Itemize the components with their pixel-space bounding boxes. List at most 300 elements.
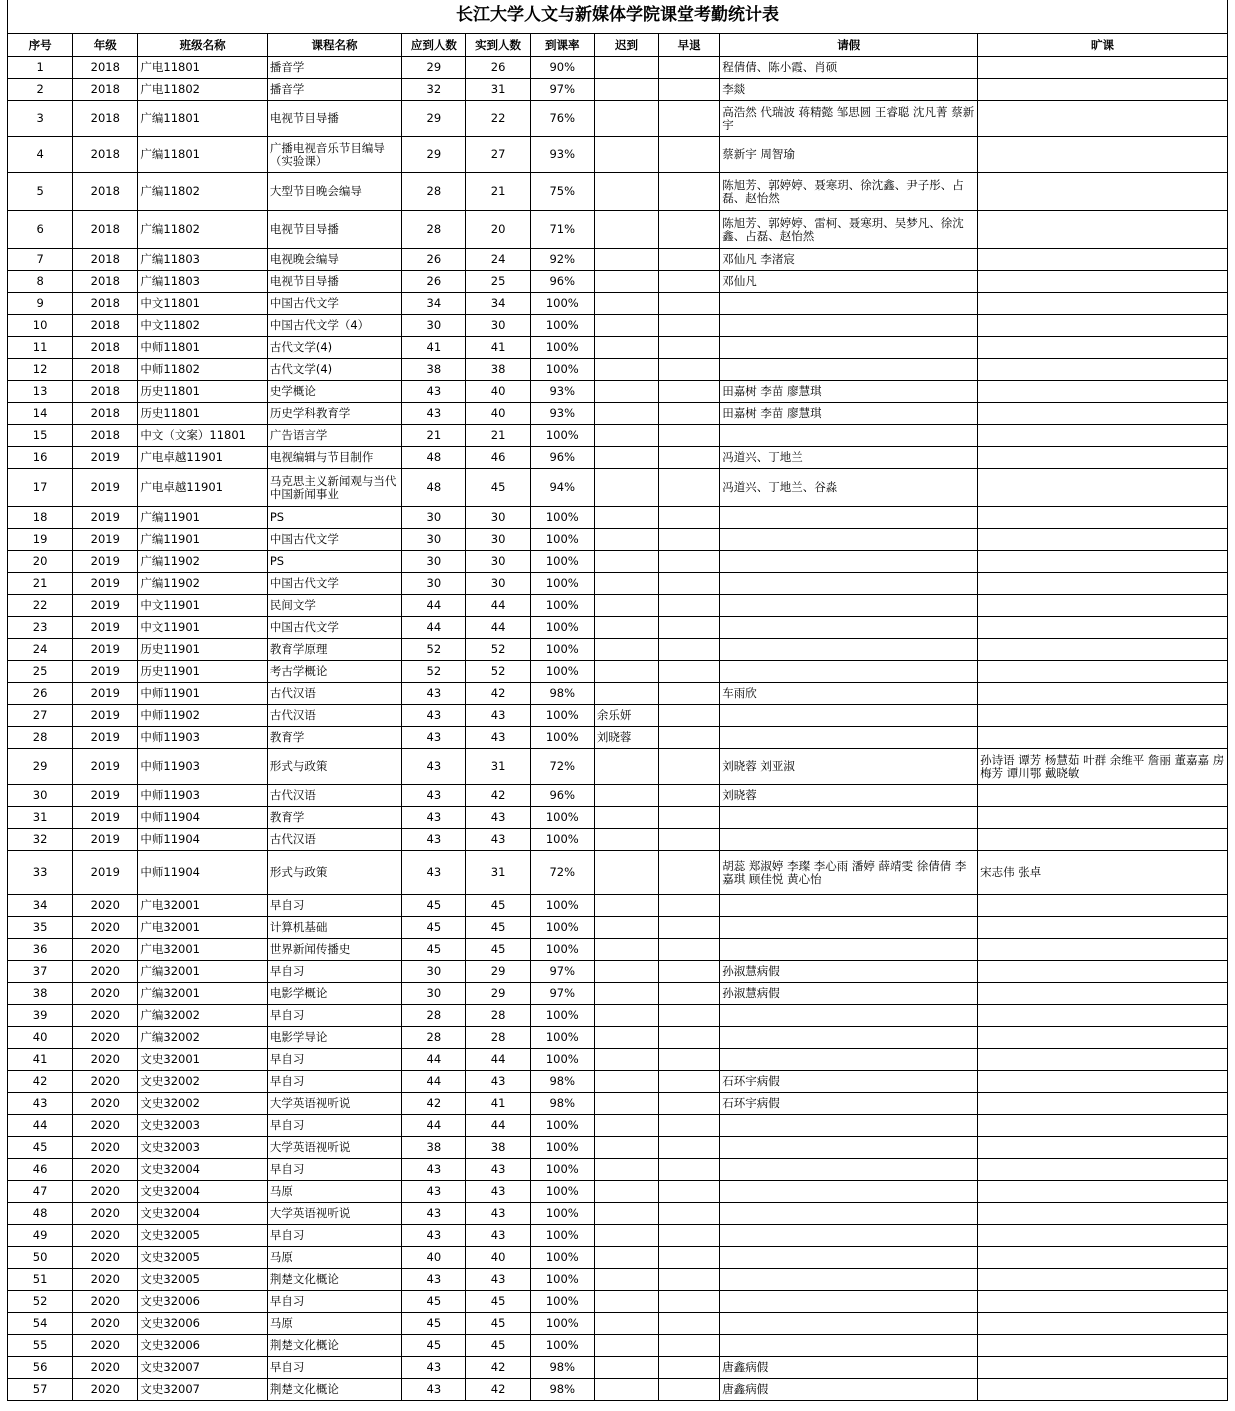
cell-absent: 宋志伟 张卓: [978, 851, 1228, 895]
cell-rate: 98%: [530, 1071, 594, 1093]
cell-grade: 2020: [73, 1247, 138, 1269]
cell-grade: 2020: [73, 1313, 138, 1335]
cell-rate: 100%: [530, 939, 594, 961]
cell-index: 6: [8, 211, 73, 249]
cell-course: 电影学概论: [267, 983, 401, 1005]
cell-expected: 44: [402, 1049, 466, 1071]
cell-early-leave: [659, 683, 720, 705]
cell-leave: [720, 1049, 978, 1071]
cell-actual: 43: [466, 1181, 530, 1203]
cell-course: 早自习: [267, 1357, 401, 1379]
cell-absent: [978, 1291, 1228, 1313]
cell-grade: 2019: [73, 727, 138, 749]
cell-index: 7: [8, 249, 73, 271]
cell-actual: 43: [466, 1269, 530, 1291]
cell-index: 54: [8, 1313, 73, 1335]
cell-index: 5: [8, 173, 73, 211]
cell-early-leave: [659, 1115, 720, 1137]
cell-rate: 94%: [530, 469, 594, 507]
cell-actual: 31: [466, 79, 530, 101]
cell-absent: [978, 1159, 1228, 1181]
cell-expected: 52: [402, 639, 466, 661]
cell-class: 文史32005: [138, 1247, 267, 1269]
cell-index: 16: [8, 447, 73, 469]
cell-index: 1: [8, 57, 73, 79]
cell-expected: 38: [402, 359, 466, 381]
cell-absent: [978, 639, 1228, 661]
cell-leave: 田嘉树 李苗 廖慧琪: [720, 403, 978, 425]
cell-index: 20: [8, 551, 73, 573]
cell-course: 教育学: [267, 727, 401, 749]
cell-index: 13: [8, 381, 73, 403]
cell-grade: 2019: [73, 749, 138, 785]
cell-index: 57: [8, 1379, 73, 1401]
cell-actual: 44: [466, 595, 530, 617]
cell-leave: [720, 829, 978, 851]
cell-late: [594, 895, 658, 917]
cell-early-leave: [659, 1137, 720, 1159]
cell-course: 早自习: [267, 1159, 401, 1181]
cell-early-leave: [659, 851, 720, 895]
cell-grade: 2019: [73, 447, 138, 469]
cell-course: 古代汉语: [267, 829, 401, 851]
cell-expected: 43: [402, 683, 466, 705]
cell-grade: 2019: [73, 785, 138, 807]
cell-class: 文史32005: [138, 1225, 267, 1247]
table-row: [8, 595, 1228, 617]
cell-early-leave: [659, 381, 720, 403]
cell-absent: [978, 1269, 1228, 1291]
cell-absent: [978, 1247, 1228, 1269]
cell-early-leave: [659, 829, 720, 851]
cell-index: 29: [8, 749, 73, 785]
cell-rate: 100%: [530, 529, 594, 551]
cell-absent: [978, 939, 1228, 961]
cell-rate: 100%: [530, 727, 594, 749]
cell-actual: 44: [466, 617, 530, 639]
cell-late: [594, 1203, 658, 1225]
cell-actual: 45: [466, 917, 530, 939]
header-cell-grade: 年级: [73, 34, 138, 57]
cell-expected: 28: [402, 211, 466, 249]
cell-leave: [720, 1313, 978, 1335]
cell-class: 文史32004: [138, 1159, 267, 1181]
cell-early-leave: [659, 101, 720, 137]
table-row: [8, 315, 1228, 337]
cell-early-leave: [659, 705, 720, 727]
cell-actual: 27: [466, 137, 530, 173]
cell-actual: 42: [466, 785, 530, 807]
cell-grade: 2018: [73, 381, 138, 403]
cell-leave: [720, 573, 978, 595]
cell-index: 41: [8, 1049, 73, 1071]
cell-leave: [720, 939, 978, 961]
cell-grade: 2019: [73, 851, 138, 895]
cell-actual: 34: [466, 293, 530, 315]
cell-late: [594, 173, 658, 211]
cell-rate: 100%: [530, 1181, 594, 1203]
header-cell-class: 班级名称: [138, 34, 267, 57]
cell-leave: [720, 1225, 978, 1247]
cell-leave: [720, 507, 978, 529]
cell-grade: 2019: [73, 705, 138, 727]
cell-leave: [720, 595, 978, 617]
cell-leave: 蔡新宇 周智瑜: [720, 137, 978, 173]
cell-rate: 97%: [530, 961, 594, 983]
cell-actual: 31: [466, 749, 530, 785]
cell-index: 52: [8, 1291, 73, 1313]
cell-index: 44: [8, 1115, 73, 1137]
cell-actual: 52: [466, 639, 530, 661]
cell-class: 历史11901: [138, 661, 267, 683]
cell-early-leave: [659, 1313, 720, 1335]
cell-early-leave: [659, 1203, 720, 1225]
cell-expected: 45: [402, 895, 466, 917]
cell-late: [594, 293, 658, 315]
cell-rate: 100%: [530, 1291, 594, 1313]
cell-leave: 石环宇病假: [720, 1093, 978, 1115]
cell-actual: 29: [466, 983, 530, 1005]
cell-rate: 98%: [530, 683, 594, 705]
cell-expected: 44: [402, 1071, 466, 1093]
cell-late: [594, 79, 658, 101]
cell-grade: 2019: [73, 529, 138, 551]
cell-course: 计算机基础: [267, 917, 401, 939]
cell-absent: [978, 337, 1228, 359]
cell-leave: [720, 315, 978, 337]
table-row: [8, 1115, 1228, 1137]
table-row: [8, 661, 1228, 683]
cell-late: [594, 529, 658, 551]
cell-absent: [978, 1313, 1228, 1335]
cell-course: 广告语言学: [267, 425, 401, 447]
cell-index: 40: [8, 1027, 73, 1049]
cell-rate: 100%: [530, 705, 594, 727]
cell-leave: [720, 337, 978, 359]
cell-late: [594, 961, 658, 983]
cell-actual: 40: [466, 1247, 530, 1269]
cell-late: [594, 137, 658, 173]
cell-early-leave: [659, 1071, 720, 1093]
cell-grade: 2018: [73, 101, 138, 137]
cell-course: 播音学: [267, 79, 401, 101]
cell-early-leave: [659, 57, 720, 79]
cell-grade: 2020: [73, 895, 138, 917]
cell-class: 文史32006: [138, 1335, 267, 1357]
cell-class: 广编11902: [138, 573, 267, 595]
cell-course: PS: [267, 507, 401, 529]
cell-rate: 90%: [530, 57, 594, 79]
cell-expected: 45: [402, 1291, 466, 1313]
cell-class: 广电11802: [138, 79, 267, 101]
table-row: [8, 639, 1228, 661]
cell-expected: 29: [402, 137, 466, 173]
cell-late: [594, 1071, 658, 1093]
cell-rate: 97%: [530, 79, 594, 101]
cell-class: 中文（文案）11801: [138, 425, 267, 447]
cell-absent: [978, 101, 1228, 137]
cell-absent: [978, 173, 1228, 211]
cell-absent: [978, 807, 1228, 829]
cell-class: 广电11801: [138, 57, 267, 79]
cell-expected: 43: [402, 705, 466, 727]
cell-actual: 25: [466, 271, 530, 293]
cell-grade: 2020: [73, 1093, 138, 1115]
cell-grade: 2018: [73, 79, 138, 101]
cell-index: 50: [8, 1247, 73, 1269]
table-row: [8, 895, 1228, 917]
table-row: [8, 683, 1228, 705]
cell-class: 广电32001: [138, 917, 267, 939]
cell-course: 古代汉语: [267, 785, 401, 807]
cell-course: 电视节目导播: [267, 271, 401, 293]
cell-absent: [978, 983, 1228, 1005]
cell-grade: 2019: [73, 595, 138, 617]
cell-expected: 28: [402, 1027, 466, 1049]
table-row: [8, 137, 1228, 173]
cell-rate: 96%: [530, 785, 594, 807]
cell-class: 中师11801: [138, 337, 267, 359]
cell-late: [594, 749, 658, 785]
cell-late: [594, 807, 658, 829]
header-cell-actual: 实到人数: [466, 34, 530, 57]
cell-rate: 100%: [530, 425, 594, 447]
cell-grade: 2018: [73, 293, 138, 315]
cell-rate: 100%: [530, 639, 594, 661]
cell-grade: 2018: [73, 359, 138, 381]
cell-expected: 43: [402, 403, 466, 425]
cell-expected: 29: [402, 57, 466, 79]
table-row: [8, 851, 1228, 895]
attendance-sheet: [7, 0, 1228, 1401]
table-row: [8, 469, 1228, 507]
cell-actual: 45: [466, 1313, 530, 1335]
cell-rate: 100%: [530, 895, 594, 917]
cell-course: 早自习: [267, 1005, 401, 1027]
cell-class: 文史32006: [138, 1291, 267, 1313]
cell-actual: 29: [466, 961, 530, 983]
cell-late: [594, 573, 658, 595]
cell-expected: 48: [402, 469, 466, 507]
cell-leave: [720, 1291, 978, 1313]
cell-index: 46: [8, 1159, 73, 1181]
cell-course: 荆楚文化概论: [267, 1379, 401, 1401]
cell-expected: 43: [402, 727, 466, 749]
cell-index: 2: [8, 79, 73, 101]
cell-course: 电视节目导播: [267, 101, 401, 137]
cell-course: 民间文学: [267, 595, 401, 617]
cell-early-leave: [659, 1181, 720, 1203]
cell-late: [594, 1137, 658, 1159]
cell-expected: 43: [402, 807, 466, 829]
cell-leave: [720, 529, 978, 551]
cell-late: [594, 337, 658, 359]
cell-absent: [978, 529, 1228, 551]
cell-rate: 76%: [530, 101, 594, 137]
cell-course: 中国古代文学: [267, 529, 401, 551]
cell-absent: [978, 249, 1228, 271]
cell-expected: 44: [402, 617, 466, 639]
cell-early-leave: [659, 961, 720, 983]
cell-expected: 44: [402, 1115, 466, 1137]
cell-expected: 30: [402, 315, 466, 337]
cell-rate: 100%: [530, 573, 594, 595]
cell-course: 古代汉语: [267, 705, 401, 727]
cell-expected: 43: [402, 1269, 466, 1291]
cell-actual: 31: [466, 851, 530, 895]
cell-grade: 2020: [73, 939, 138, 961]
cell-late: [594, 271, 658, 293]
cell-leave: 邓仙凡: [720, 271, 978, 293]
cell-actual: 20: [466, 211, 530, 249]
cell-leave: 刘晓蓉: [720, 785, 978, 807]
cell-grade: 2020: [73, 1357, 138, 1379]
cell-rate: 100%: [530, 1335, 594, 1357]
header-cell-leave: 请假: [720, 34, 978, 57]
cell-class: 文史32004: [138, 1203, 267, 1225]
cell-rate: 100%: [530, 1247, 594, 1269]
cell-class: 中文11901: [138, 617, 267, 639]
cell-leave: 田嘉树 李苗 廖慧琪: [720, 381, 978, 403]
cell-early-leave: [659, 469, 720, 507]
cell-class: 广编11803: [138, 249, 267, 271]
cell-leave: 唐鑫病假: [720, 1379, 978, 1401]
cell-expected: 28: [402, 1005, 466, 1027]
cell-leave: 陈旭芳、郭婷婷、雷柯、聂寒玥、吴梦凡、徐沈鑫、占磊、赵怡然: [720, 211, 978, 249]
cell-actual: 30: [466, 507, 530, 529]
cell-early-leave: [659, 1269, 720, 1291]
cell-index: 25: [8, 661, 73, 683]
cell-index: 42: [8, 1071, 73, 1093]
cell-course: 古代文学(4): [267, 359, 401, 381]
cell-expected: 29: [402, 101, 466, 137]
cell-leave: [720, 727, 978, 749]
cell-actual: 42: [466, 683, 530, 705]
cell-rate: 97%: [530, 983, 594, 1005]
cell-course: 早自习: [267, 895, 401, 917]
cell-late: [594, 1247, 658, 1269]
cell-early-leave: [659, 617, 720, 639]
cell-index: 15: [8, 425, 73, 447]
cell-index: 39: [8, 1005, 73, 1027]
table-row: [8, 79, 1228, 101]
header-cell-late: 迟到: [594, 34, 658, 57]
cell-leave: [720, 807, 978, 829]
cell-absent: [978, 617, 1228, 639]
cell-grade: 2020: [73, 1269, 138, 1291]
cell-grade: 2020: [73, 1291, 138, 1313]
cell-early-leave: [659, 939, 720, 961]
cell-class: 文史32003: [138, 1137, 267, 1159]
cell-class: 广编11802: [138, 211, 267, 249]
cell-course: 早自习: [267, 1115, 401, 1137]
cell-class: 中师11802: [138, 359, 267, 381]
cell-absent: [978, 447, 1228, 469]
cell-leave: 孙淑慧病假: [720, 983, 978, 1005]
header-cell-course: 课程名称: [267, 34, 401, 57]
cell-expected: 52: [402, 661, 466, 683]
cell-absent: [978, 829, 1228, 851]
cell-rate: 100%: [530, 1049, 594, 1071]
cell-index: 17: [8, 469, 73, 507]
cell-leave: [720, 1335, 978, 1357]
cell-class: 中师11904: [138, 807, 267, 829]
cell-expected: 30: [402, 507, 466, 529]
cell-early-leave: [659, 1093, 720, 1115]
cell-leave: [720, 1269, 978, 1291]
table-row: [8, 1005, 1228, 1027]
cell-leave: [720, 895, 978, 917]
cell-course: 马克思主义新闻观与当代中国新闻事业: [267, 469, 401, 507]
cell-rate: 98%: [530, 1379, 594, 1401]
cell-actual: 43: [466, 829, 530, 851]
cell-absent: [978, 359, 1228, 381]
cell-index: 3: [8, 101, 73, 137]
cell-grade: 2020: [73, 1027, 138, 1049]
cell-actual: 42: [466, 1379, 530, 1401]
table-row: [8, 573, 1228, 595]
table-row: [8, 1203, 1228, 1225]
cell-grade: 2019: [73, 829, 138, 851]
cell-expected: 48: [402, 447, 466, 469]
cell-class: 中师11902: [138, 705, 267, 727]
cell-leave: [720, 661, 978, 683]
cell-rate: 92%: [530, 249, 594, 271]
cell-absent: [978, 1357, 1228, 1379]
cell-absent: [978, 1335, 1228, 1357]
cell-early-leave: [659, 807, 720, 829]
cell-class: 中文11801: [138, 293, 267, 315]
cell-early-leave: [659, 425, 720, 447]
cell-grade: 2020: [73, 1049, 138, 1071]
cell-grade: 2019: [73, 683, 138, 705]
cell-absent: [978, 573, 1228, 595]
cell-expected: 40: [402, 1247, 466, 1269]
cell-expected: 45: [402, 917, 466, 939]
cell-late: [594, 1049, 658, 1071]
cell-course: 大型节目晚会编导: [267, 173, 401, 211]
header-row: [8, 34, 1228, 57]
cell-course: 中国古代文学: [267, 573, 401, 595]
cell-leave: 胡蕊 郑淑婷 李璨 李心雨 潘婷 薛靖雯 徐倩倩 李嘉琪 顾佳悦 黄心怡: [720, 851, 978, 895]
cell-actual: 45: [466, 469, 530, 507]
cell-absent: [978, 425, 1228, 447]
table-row: [8, 1181, 1228, 1203]
cell-class: 中文11901: [138, 595, 267, 617]
cell-index: 37: [8, 961, 73, 983]
cell-grade: 2018: [73, 137, 138, 173]
cell-absent: [978, 79, 1228, 101]
cell-rate: 100%: [530, 315, 594, 337]
cell-index: 10: [8, 315, 73, 337]
cell-early-leave: [659, 917, 720, 939]
table-row: [8, 271, 1228, 293]
cell-index: 18: [8, 507, 73, 529]
cell-class: 中师11903: [138, 785, 267, 807]
cell-grade: 2020: [73, 1181, 138, 1203]
cell-course: 古代汉语: [267, 683, 401, 705]
cell-early-leave: [659, 749, 720, 785]
cell-rate: 100%: [530, 551, 594, 573]
cell-expected: 34: [402, 293, 466, 315]
cell-early-leave: [659, 315, 720, 337]
table-row: [8, 507, 1228, 529]
cell-expected: 43: [402, 1357, 466, 1379]
cell-rate: 100%: [530, 1269, 594, 1291]
cell-course: 早自习: [267, 1225, 401, 1247]
cell-rate: 100%: [530, 507, 594, 529]
cell-rate: 100%: [530, 829, 594, 851]
